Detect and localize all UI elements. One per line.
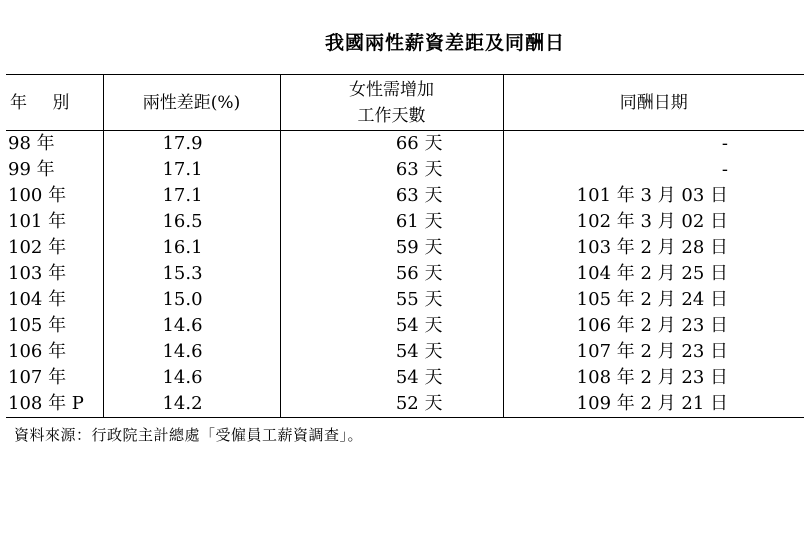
cell-year: 100 年	[8, 185, 67, 206]
table-row	[6, 261, 804, 287]
cell-gap: 14.6	[103, 365, 280, 391]
cell-gap: 15.3	[103, 261, 280, 287]
cell-days: 63 天	[280, 183, 503, 209]
table-row	[6, 209, 804, 235]
cell-year: 108 年 P	[6, 391, 103, 418]
cell-year: 102 年	[8, 237, 67, 258]
cell-payday: 104 年 2 月 25 日	[503, 261, 804, 287]
cell-days: 56 天	[280, 261, 503, 287]
cell-gap: 14.6	[103, 339, 280, 365]
cell-gap: 17.1	[103, 183, 280, 209]
cell-year: 104 年	[8, 289, 67, 310]
cell-days: 61 天	[280, 209, 503, 235]
table-row	[6, 365, 804, 391]
cell-payday: 102 年 3 月 02 日	[503, 209, 804, 235]
table-row	[6, 339, 804, 365]
cell-gap: 15.0	[103, 287, 280, 313]
gender-pay-gap-table	[6, 74, 804, 418]
cell-year: 105 年	[8, 315, 67, 336]
cell-days: 54 天	[280, 313, 503, 339]
cell-gap: 14.6	[103, 313, 280, 339]
cell-payday: -	[503, 131, 804, 158]
cell-payday: 107 年 2 月 23 日	[503, 339, 804, 365]
cell-gap: 16.1	[103, 235, 280, 261]
cell-days: 63 天	[280, 157, 503, 183]
cell-payday: -	[503, 157, 804, 183]
table-row	[6, 131, 804, 158]
cell-payday: 108 年 2 月 23 日	[503, 365, 804, 391]
cell-year: 106 年	[8, 341, 67, 362]
cell-payday: 101 年 3 月 03 日	[503, 183, 804, 209]
table-row	[6, 287, 804, 313]
cell-payday: 109 年 2 月 21 日	[503, 391, 804, 418]
cell-gap: 17.1	[103, 157, 280, 183]
cell-payday: 105 年 2 月 24 日	[503, 287, 804, 313]
table-row	[6, 157, 804, 183]
cell-days: 54 天	[280, 365, 503, 391]
cell-days: 59 天	[280, 235, 503, 261]
table-row	[6, 391, 804, 418]
table-row	[6, 183, 804, 209]
header-equal-pay-day: 同酬日期	[503, 75, 804, 131]
cell-payday: 106 年 2 月 23 日	[503, 313, 804, 339]
source-note: 資料來源：行政院主計總處「受僱員工薪資調查」。	[14, 426, 364, 444]
table-row	[6, 235, 804, 261]
table-header-row	[6, 75, 804, 131]
cell-year: 99 年	[8, 159, 55, 180]
table-title: 我國兩性薪資差距及同酬日	[324, 32, 565, 54]
header-extra-days-line1: 女性需增加	[349, 79, 434, 100]
cell-days: 52 天	[280, 391, 503, 418]
cell-payday: 103 年 2 月 28 日	[503, 235, 804, 261]
cell-gap: 17.9	[103, 131, 280, 158]
cell-gap: 14.2	[103, 391, 280, 418]
header-year: 年 別	[6, 75, 103, 131]
cell-days: 55 天	[280, 287, 503, 313]
cell-year: 103 年	[8, 263, 67, 284]
header-extra-days-line2: 工作天數	[357, 105, 426, 126]
cell-year: 98 年	[8, 133, 55, 154]
cell-gap: 16.5	[103, 209, 280, 235]
cell-year: 107 年	[8, 367, 67, 388]
table-row	[6, 313, 804, 339]
header-extra-days	[280, 75, 503, 131]
header-gap-percent: 兩性差距(%)	[103, 75, 280, 131]
cell-year: 101 年	[8, 211, 67, 232]
cell-days: 66 天	[280, 131, 503, 158]
cell-days: 54 天	[280, 339, 503, 365]
